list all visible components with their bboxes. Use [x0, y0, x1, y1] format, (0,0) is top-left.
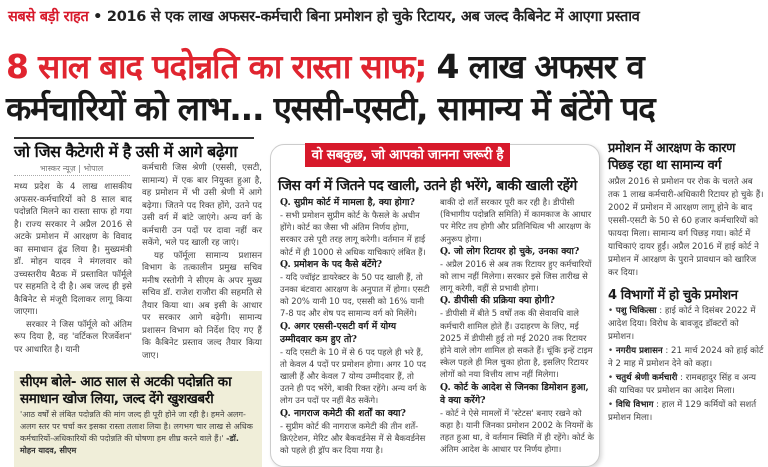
faq-column-2 [440, 196, 596, 455]
faq-answer: - डीपीसी में बीते 5 वर्षों तक की सेवावधि वाले कर्मचारी शामिल होते हैं। उदाहरण के लिए, मई 2025 में डीपीसी हुई तो मई 2020 तक रिटायर होने वाले लोग शामिल हो सकते हैं। चूंकि इन्हें टाइम स्केल पहले ही मिल चुका होता है, इसलिए रिटायर लोगों को नया वित्तीय लाभ नहीं मिलेगा। [440, 308, 593, 380]
left-story-column-2 [142, 162, 262, 362]
paragraph: यह फॉर्मूला सामान्य प्रशासन विभाग के तत्कालीन प्रमुख सचिव मनीष रस्तोगी ने सीएम के अपर मुख्य सचिव डॉ. राजेश राजौरा की सहमति से तैयार किया था। अब इसी के आधार पर सरकार आगे बढ़ेगी। सामान्य प्रशासन विभाग को निर्देश दिए गए हैं कि कैबिनेट प्रस्ताव जल्द तैयार किया जाए। [142, 250, 262, 361]
bullet-icon: • [608, 306, 616, 316]
faq-question: Q. कोर्ट के आदेश से जिनका डिमोशन हुआ, वे क्या करेंगे? [440, 381, 589, 406]
faq-question: Q. प्रमोशन के पद कैसे बंटेंगे? [280, 258, 383, 270]
faq-answer: - अप्रैल 2016 से अब तक रिटायर हुए कर्मचारियों को लाभ नहीं मिलेगा। सरकार इसे जिस तारीख से लागू करेगी, वहीं से प्रभावी होगा। [440, 258, 592, 294]
department-list [608, 305, 764, 425]
sidebar-body: अप्रैल 2016 से प्रमोशन पर रोक के चलते अब तक 1 लाख कर्मचारी-अधिकारी रिटायर हो चुके हैं। 2002 में प्रमोशन में आरक्षण लागू होने के बाद एससी-एसटी के 50 से 60 हजार कर्मचारियों को फायदा मिला। सामान्य वर्ग पिछड़ गया। कोर्ट में याचिकाएं दायर हुईं। अप्रैल 2016 में हाई कोर्ट ने प्रमोशन में आरक्षण के पुराने प्रावधान को खारिज कर दिया। [608, 177, 764, 278]
sidebar-subtitle: 4 विभागों में हो चुके प्रमोशन [608, 288, 738, 303]
cm-quote-title-1: सीएम बोले- आठ साल से अटकी पदोन्नति का [20, 374, 232, 390]
paragraph: सरकार ने जिस फॉर्मूले को अंतिम रूप दिया है, वह 'वर्टिकल रिजर्वेशन' पर आधारित है। यानी [14, 319, 132, 355]
item-label: विधि विभाग [615, 400, 654, 410]
faq-answer: - सुप्रीम कोर्ट की नागराज कमेटी की तीन शर्तें-क्रिएंटेशन, मेरिट और बैकवर्डनेस में से बैकवर्डनेस को पहले ही ड्रॉप कर दिया गया है। [280, 420, 426, 456]
faq-column-1 [280, 196, 430, 456]
item-text: : रामबहादुर सिंह व अन्य की याचिका पर प्रमोशन का आदेश मिला। [608, 373, 757, 396]
left-story-column-1 [14, 181, 132, 356]
right-sidebar [608, 140, 764, 426]
kicker-line [8, 6, 768, 26]
cm-quote-text [20, 409, 256, 457]
paragraph: मध्य प्रदेश के 4 लाख शासकीय अफसर-कर्मचारियों को 8 साल बाद पदोन्नति मिलने का रास्ता साफ हो गया है। राज्य सरकार ने अप्रैल 2016 से अटके प्रमोशन में आरक्षण के विवाद का समाधान ढूंढ लिया है। मुख्यमंत्री डॉ. मोहन यादव ने मंगलवार को उच्चस्तरीय बैठक में प्रस्तावित फॉर्मूले पर सहमति दे दी है। अब जल्द ही इसे कैबिनेट से मंजूरी दिलाकर लागू किया जाएगा। [14, 182, 132, 317]
headline-line-2: कर्मचारियों को लाभ... एससी-एसटी, सामान्य में बंटेंगे पद [6, 89, 655, 128]
list-item [608, 345, 764, 371]
faq-answer: - यदि एसटी के 10 में से 6 पद पहले ही भरे हैं, तो केवल 4 पदों पर प्रमोशन होगा। अगर 10 पद खाली हैं और केवल 7 योग्य उम्मीदवार हैं, तो उतने ही पद भरेंगे, बाकी रिक्त रहेंगे। अन्य वर्ग के लोग उन पदों पर नहीं बैठ सकेंगे। [280, 346, 427, 406]
item-text: : 21 मार्च 2024 को हाई कोर्ट ने 2 माह में प्रमोशन देने को कहा। [608, 346, 764, 369]
faq-question: Q. सुप्रीम कोर्ट में मामला है, क्या होगा? [280, 197, 415, 208]
bullet-icon: • [608, 346, 616, 356]
item-label: पशु चिकित्सा [615, 306, 657, 316]
faq-answer: - कोर्ट ने ऐसे मामलों में 'स्टेटस' बनाए रखने को कहा है। यानी जिनका प्रमोशन 2002 के नियमों के तहत हुआ था, वे वर्तमान स्थिति में ही रहेंगे। कोर्ट के अंतिम आदेश के आधार पर निर्णय होगा। [440, 407, 594, 455]
list-item [608, 372, 764, 398]
headline-red-part: 8 साल बाद पदोन्नति का रास्ता साफ; [6, 47, 427, 86]
cm-quote-title-2: समाधान खोज लिया, जल्द देंगे खुशखबरी [20, 390, 214, 407]
sidebar-title: प्रमोशन में आरक्षण के कारण पिछड़ रहा था सामान्य वर्ग [608, 141, 735, 173]
kicker-label: सबसे बड़ी राहत [8, 9, 89, 25]
faq-answer: - सभी प्रमोशन सुप्रीम कोर्ट के फैसले के अधीन होंगे। कोर्ट का जैसा भी अंतिम निर्णय होगा, सरकार उसे पूरी तरह लागू करेगी। वर्तमान में हाई कोर्ट में ही 1000 से अधिक याचिकाएं लंबित हैं। [280, 210, 426, 257]
paragraph: कर्मचारी जिस श्रेणी (एससी, एसटी, सामान्य) में एक बार नियुक्त हुआ है, वह प्रमोशन में भी उसी श्रेणी में आगे बढ़ेगा। जितने पद रिक्त होंगे, उतने पद उसी वर्ग में बांटे जाएंगे। अन्य वर्ग के कर्मचारी उन पदों पर दावा नहीं कर सकेंगे, भले पद खाली रह जाएं। [142, 163, 262, 248]
cm-quote-box [14, 371, 262, 467]
left-story-title: जो जिस कैटेगरी में है उसी में आगे बढ़ेगा [14, 142, 237, 161]
faq-question: Q. डीपीसी की प्रक्रिया क्या होगी? [440, 295, 555, 307]
quote-body: 'आठ वर्षों से लंबित पदोन्नति की मांग जल्द ही पूरी होने जा रही है। हमने अलग-अलग स्तर पर चर्चा कर इसका रास्ता तलाश लिया है। लगभग चार लाख से अधिक कर्मचारियों-अधिकारियों की पदोन्नति की घोषणा हम शीघ्र करने वाले हैं।' [20, 410, 253, 443]
quote-signature: -डॉ. मोहन यादव, सीएम [20, 434, 239, 455]
byline-divider [14, 175, 130, 176]
faq-answer: - यदि ज्वॉइंट डायरेक्टर के 50 पद खाली हैं, तो उनका बंटवारा आरक्षण के अनुपात में होगा। एसटी को 20% यानी 10 पद, एससी को 16% यानी 7-8 पद और शेष पद सामान्य वर्ग को मिलेंगे। [280, 271, 430, 319]
item-label: नगरीय प्रशासन [615, 346, 663, 356]
section-divider [14, 137, 254, 139]
item-text: : हाल में 129 कर्मियों को सशर्त प्रमोशन मिला। [608, 400, 757, 423]
faq-label: वो सबकुछ, जो आपको जानना जरूरी है [305, 143, 510, 167]
faq-title: जिस वर्ग में जितने पद खाली, उतने ही भरेंगे, बाकी खाली रहेंगे [278, 178, 577, 194]
kicker-text: • 2016 से एक लाख अफसर-कर्मचारी बिना प्रमोशन हो चुके रिटायर, अब जल्द कैबिनेट में आएगा प्रस्ताव [88, 9, 640, 25]
list-item [608, 305, 764, 344]
item-text: : हाई कोर्ट ने दिसंबर 2022 में आदेश दिया। विरोध के बावजूद डॉक्टरों को प्रमोशन। [608, 306, 756, 342]
item-label: चतुर्थ श्रेणी कर्मचारी [615, 373, 678, 383]
headline-black-part: 4 लाख अफसर व [426, 47, 644, 86]
faq-question: Q. जो लोग रिटायर हो चुके, उनका क्या? [440, 245, 580, 257]
byline: भास्कर न्यूज़ | भोपाल [40, 164, 104, 173]
bullet-icon: • [608, 400, 616, 410]
faq-answer: बाकी दो शर्तें सरकार पूरी कर रही है। डीपीसी (विभागीय पदोन्नति समिति) में कामकाज के आधार पर मेरिट तय होगी और प्रतिनिधित्व भी आरक्षण के अनुरूप होगा। [440, 197, 592, 244]
main-headline [6, 46, 768, 130]
faq-question: Q. नागराज कमेटी की शर्तों का क्या? [280, 407, 406, 419]
faq-question: Q. अगर एससी-एसटी वर्ग में योग्य उम्मीदवार कम हुए तो? [280, 320, 397, 345]
list-item [608, 399, 764, 425]
bullet-icon: • [608, 373, 616, 383]
